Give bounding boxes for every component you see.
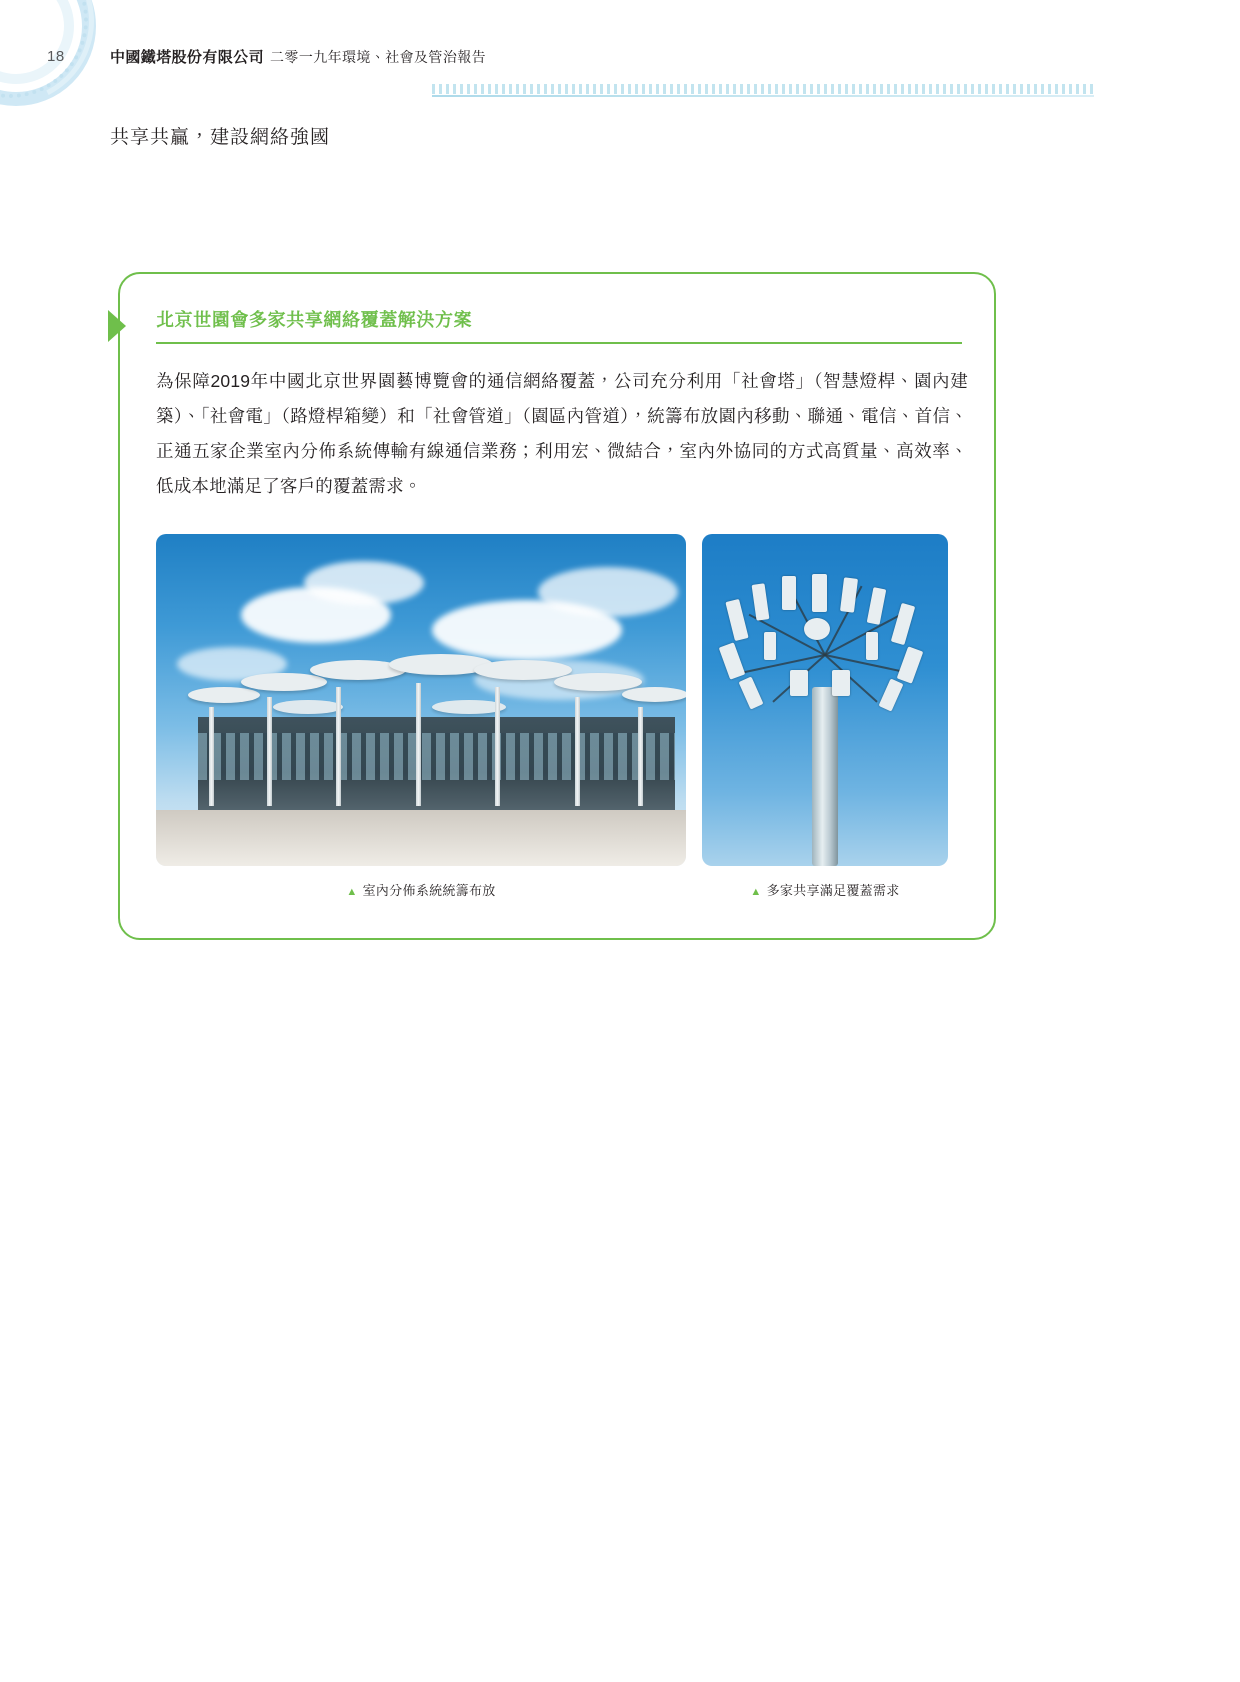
header-company-name: 中國鐵塔股份有限公司 xyxy=(110,49,265,66)
cloud xyxy=(538,567,678,617)
photo-telecom-tower xyxy=(702,534,948,866)
canopy-pillar xyxy=(209,707,214,807)
photo-block-shared-tower xyxy=(702,534,948,899)
canopy xyxy=(622,687,686,702)
case-arrow-icon xyxy=(108,310,126,342)
antenna xyxy=(752,583,770,620)
case-study-body: 為保障2019年中國北京世界園藝博覽會的通信網絡覆蓋，公司充分利用「社會塔」（智慧燈桿、園內建築）、「社會電」（路燈桿箱變）和「社會管道」（園區內管道），統籌布放園內移動、聯通、電信、首信、正通五家企業室內分佈系統傳輸有線通信業務；利用宏、微結合，室內外協同的方式高質量、高效率、低成本地滿足了客戶的覆蓋需求。 xyxy=(156,371,968,496)
photo-caption xyxy=(156,880,686,899)
photo-caption xyxy=(702,880,948,899)
deco-ring-dotted xyxy=(0,0,88,98)
header-divider xyxy=(432,84,1094,94)
photo-caption-text: 多家共享滿足覆蓋需求 xyxy=(766,883,900,898)
antenna xyxy=(782,576,796,610)
canopy-pillar xyxy=(495,687,500,807)
cloud xyxy=(304,561,424,605)
tower-antenna-cluster xyxy=(720,574,930,734)
antenna xyxy=(866,632,878,660)
case-study-title: 北京世園會多家共享網絡覆蓋解決方案 xyxy=(156,310,473,330)
canopy xyxy=(188,687,260,703)
photo-block-indoor-distribution xyxy=(156,534,686,899)
plaza-ground xyxy=(156,810,686,866)
antenna xyxy=(832,670,850,696)
antenna xyxy=(812,574,827,612)
deco-ring-inner xyxy=(0,0,74,84)
canopy-pillar xyxy=(638,707,643,807)
canopy-pillar xyxy=(416,683,421,806)
page-number: 18 xyxy=(47,48,65,65)
canopy xyxy=(273,700,343,714)
case-photo-row xyxy=(156,534,964,899)
photo-caption-text: 室內分佈系統統籌布放 xyxy=(362,883,496,898)
case-title-divider xyxy=(156,342,962,344)
canopy-pillar xyxy=(336,687,341,807)
antenna xyxy=(891,603,915,645)
caption-marker-icon: ▲ xyxy=(750,886,762,898)
antenna xyxy=(897,646,924,683)
page-title: 共享共贏，建設網絡強國 xyxy=(110,127,331,148)
canopy-pillar xyxy=(575,697,580,807)
antenna xyxy=(739,676,764,709)
caption-marker-icon: ▲ xyxy=(346,886,358,898)
running-header xyxy=(110,46,486,67)
case-study-box xyxy=(118,272,996,940)
antenna xyxy=(790,670,808,696)
antenna xyxy=(840,577,858,612)
antenna xyxy=(725,599,748,641)
photo-expo-building xyxy=(156,534,686,866)
antenna xyxy=(764,632,776,660)
antenna xyxy=(879,678,904,711)
antenna xyxy=(867,587,887,625)
antenna xyxy=(719,642,746,679)
microwave-dish xyxy=(804,618,830,640)
header-report-title: 二零一九年環境、社會及管治報告 xyxy=(270,49,487,65)
canopy-pillar xyxy=(267,697,272,807)
